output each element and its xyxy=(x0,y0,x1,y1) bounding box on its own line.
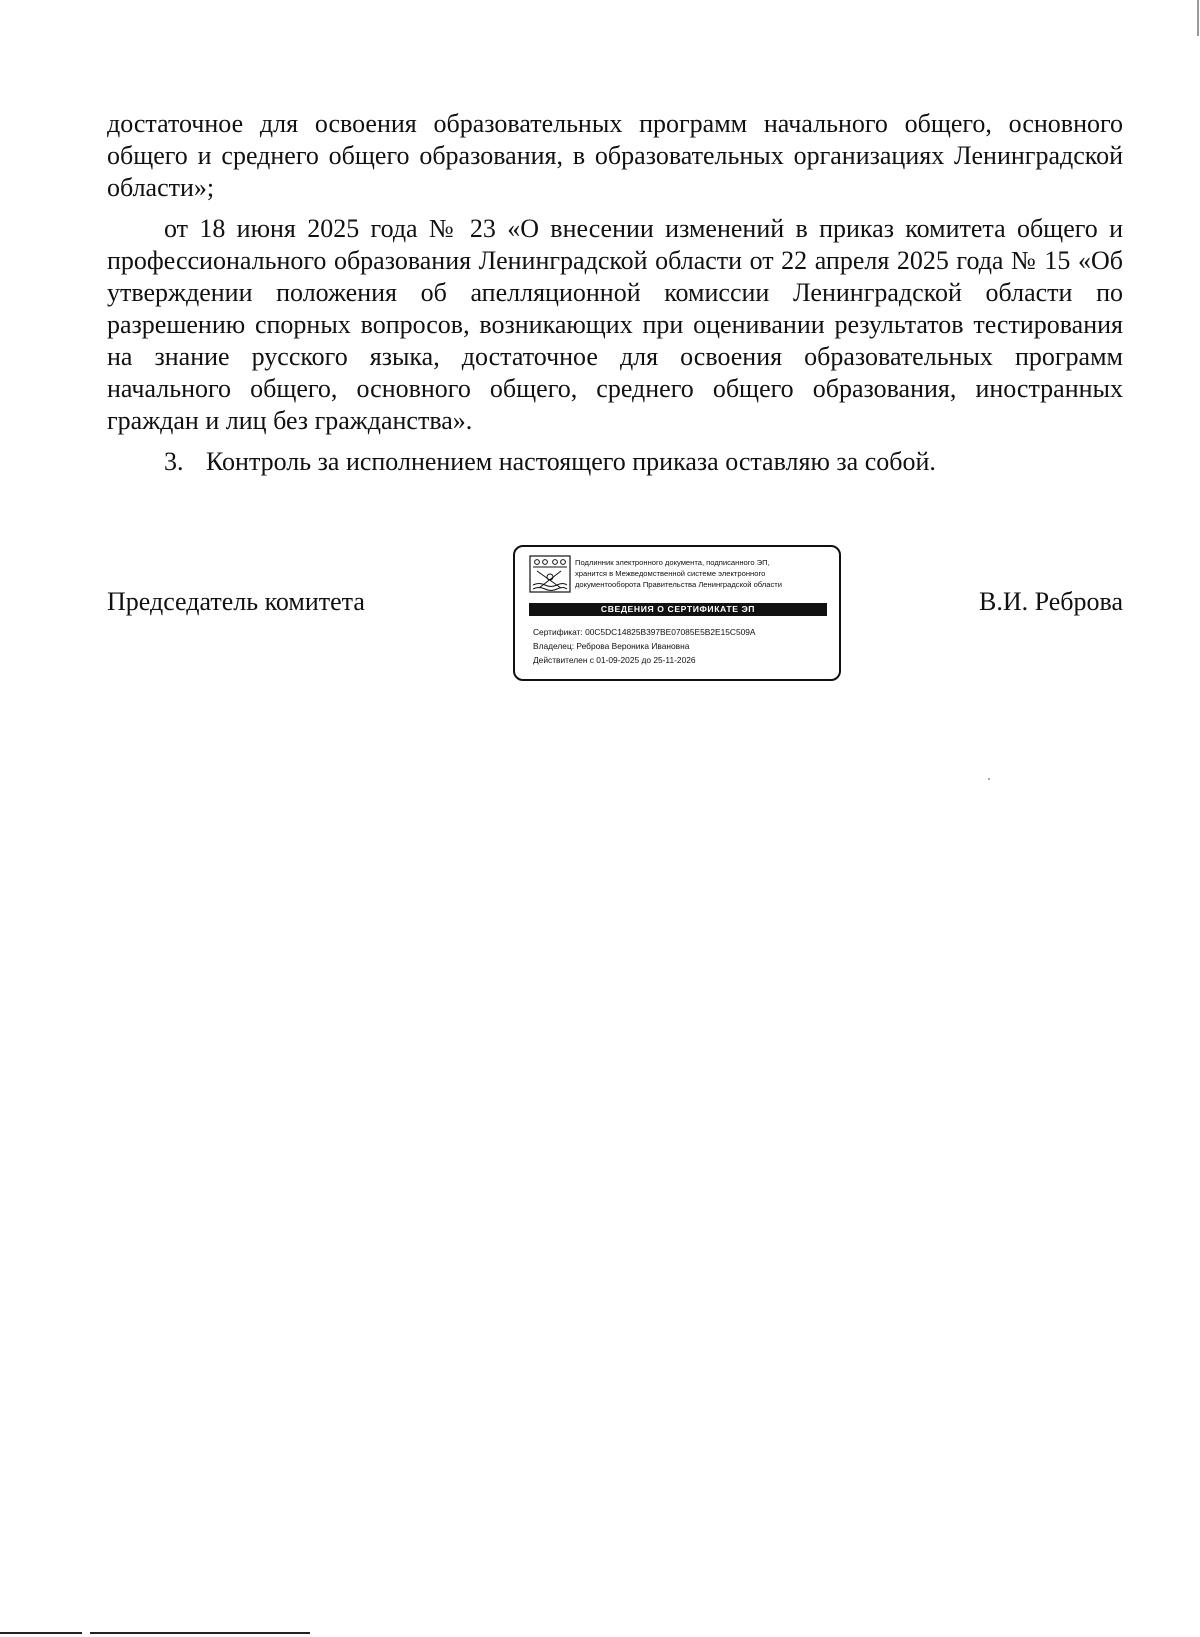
document-body xyxy=(107,108,1123,487)
list-item-text: Контроль за исполнением настоящего приказа оставляю за собой. xyxy=(206,447,936,476)
scan-bottom-rule xyxy=(0,1632,310,1634)
scan-speck xyxy=(988,778,990,780)
electronic-signature-stamp xyxy=(513,545,841,681)
certificate-details xyxy=(533,625,833,667)
signatory-name: В.И. Реброва xyxy=(979,587,1123,616)
certificate-validity: Действителен с 01-09-2025 до 25-11-2026 xyxy=(533,655,696,665)
scan-edge-mark xyxy=(1197,0,1199,36)
list-item-number: 3. xyxy=(164,447,184,476)
certificate-number: Сертификат: 00C5DC14825B397BE07085E5B2E15C509A xyxy=(533,627,756,637)
stamp-header xyxy=(575,557,837,590)
certificate-owner: Владелец: Реброва Вероника Ивановна xyxy=(533,641,690,651)
signatory-role: Председатель комитета xyxy=(107,587,365,616)
paragraph-order-reference: от 18 июня 2025 года № 23 «О внесении изменений в приказ комитета общего и профессионального образования Ленинградской области от 22 апреля 2025 года № 15 «Об утверждении положения об апелляционной комиссии Ленинградской области по разрешению спорных вопросов, возникающих при оценивании результатов тестирования на знание русского языка, достаточное для освоения образовательных программ начального общего, основного общего, среднего общего образования, иностранных граждан и лиц без гражданства». xyxy=(107,214,1123,435)
stamp-header-line: документооборота Правительства Ленинградской области xyxy=(575,580,782,589)
coat-of-arms-icon xyxy=(529,555,571,593)
list-item-3 xyxy=(107,446,1123,478)
stamp-header-line: Подлинник электронного документа, подписанного ЭП, xyxy=(575,558,770,567)
paragraph-continuation: достаточное для освоения образовательных программ начального общего, основного общего и среднего общего образования, в образовательных организациях Ленинградской области»; xyxy=(107,109,1123,202)
stamp-title-bar: СВЕДЕНИЯ О СЕРТИФИКАТЕ ЭП xyxy=(529,603,827,616)
stamp-header-line: хранится в Межведомственной системе электронного xyxy=(575,569,766,578)
